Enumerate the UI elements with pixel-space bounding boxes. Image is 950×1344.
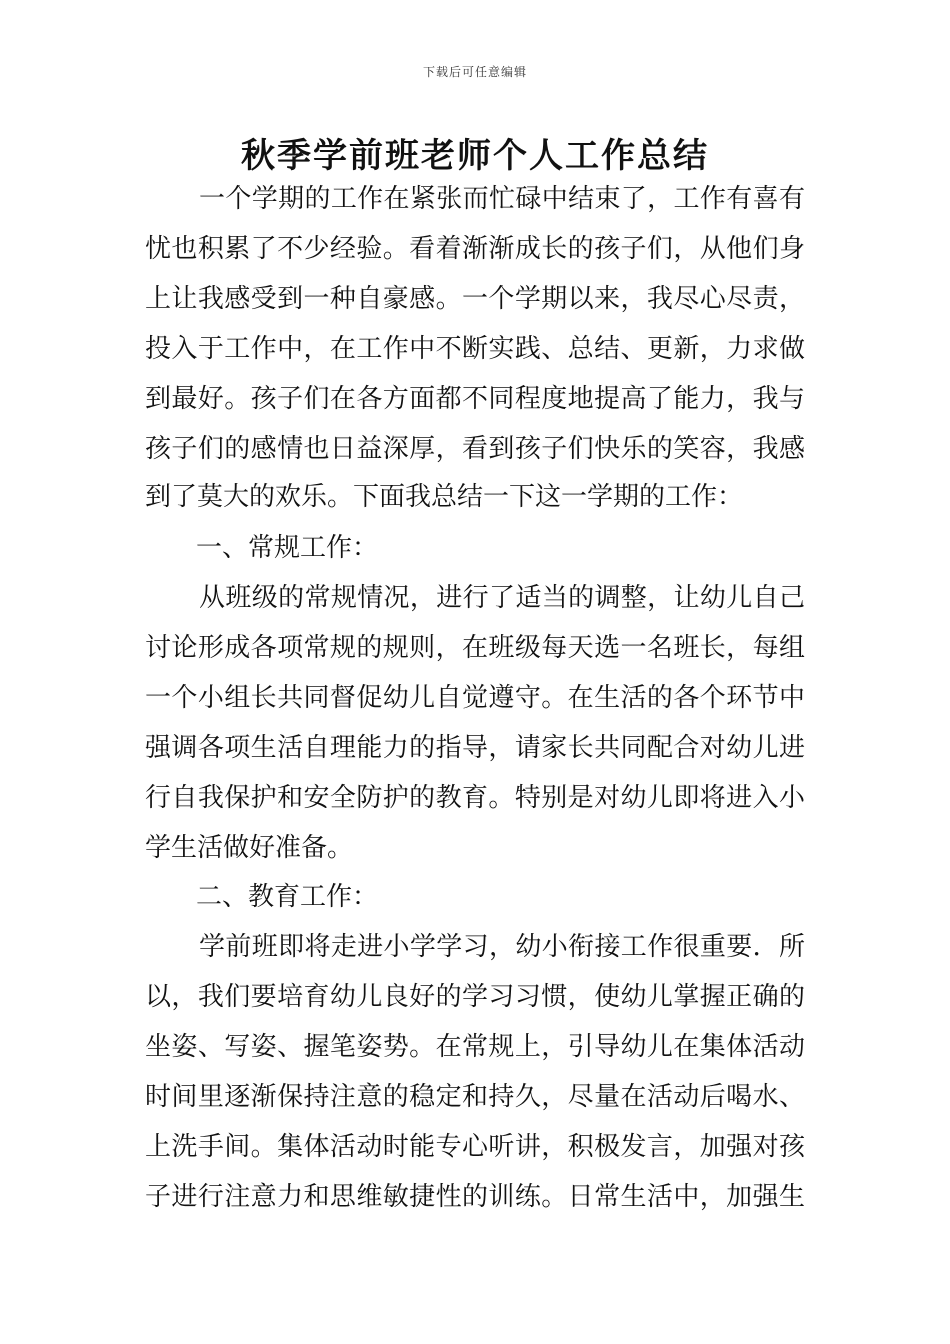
body-line: 一个小组长共同督促幼儿自觉遵守。在生活的各个环节中 <box>145 683 805 713</box>
body-line: 子进行注意力和思维敏捷性的训练。日常生活中，加强生 <box>145 1182 805 1212</box>
body-line: 投入于工作中，在工作中不断实践、总结、更新，力求做 <box>145 334 805 364</box>
body-line: 忧也积累了不少经验。看着渐渐成长的孩子们，从他们身 <box>145 234 805 264</box>
body-line: 上让我感受到一种自豪感。一个学期以来，我尽心尽责， <box>145 284 805 314</box>
document-title: 秋季学前班老师个人工作总结 <box>241 136 709 176</box>
section-heading-routine: 一、常规工作： <box>196 533 379 563</box>
body-line: 坐姿、写姿、握笔姿势。在常规上，引导幼儿在集体活动 <box>145 1032 805 1062</box>
body-line: 一个学期的工作在紧张而忙碌中结束了，工作有喜有 <box>199 184 805 214</box>
body-line: 强调各项生活自理能力的指导，请家长共同配合对幼儿进 <box>145 733 805 763</box>
body-line: 学前班即将走进小学学习，幼小衔接工作很重要．所 <box>199 932 805 962</box>
body-line: 以，我们要培育幼儿良好的学习习惯，使幼儿掌握正确的 <box>145 982 805 1012</box>
body-line: 行自我保护和安全防护的教育。特别是对幼儿即将进入小 <box>145 783 805 813</box>
body-line: 讨论形成各项常规的规则，在班级每天选一名班长，每组 <box>145 633 805 663</box>
body-line: 到了莫大的欢乐。下面我总结一下这一学期的工作： <box>145 482 744 512</box>
body-line: 到最好。孩子们在各方面都不同程度地提高了能力，我与 <box>145 384 805 414</box>
body-line: 学生活做好准备。 <box>145 833 354 863</box>
section-heading-education: 二、教育工作： <box>196 882 379 912</box>
body-line: 孩子们的感情也日益深厚，看到孩子们快乐的笑容，我感 <box>145 434 805 464</box>
body-line: 时间里逐渐保持注意的稳定和持久，尽量在活动后喝水、 <box>145 1082 805 1112</box>
body-line: 上洗手间。集体活动时能专心听讲，积极发言，加强对孩 <box>145 1132 805 1162</box>
body-line: 从班级的常规情况，进行了适当的调整，让幼儿自己 <box>199 583 805 613</box>
header-note: 下载后可任意编辑 <box>422 65 527 79</box>
